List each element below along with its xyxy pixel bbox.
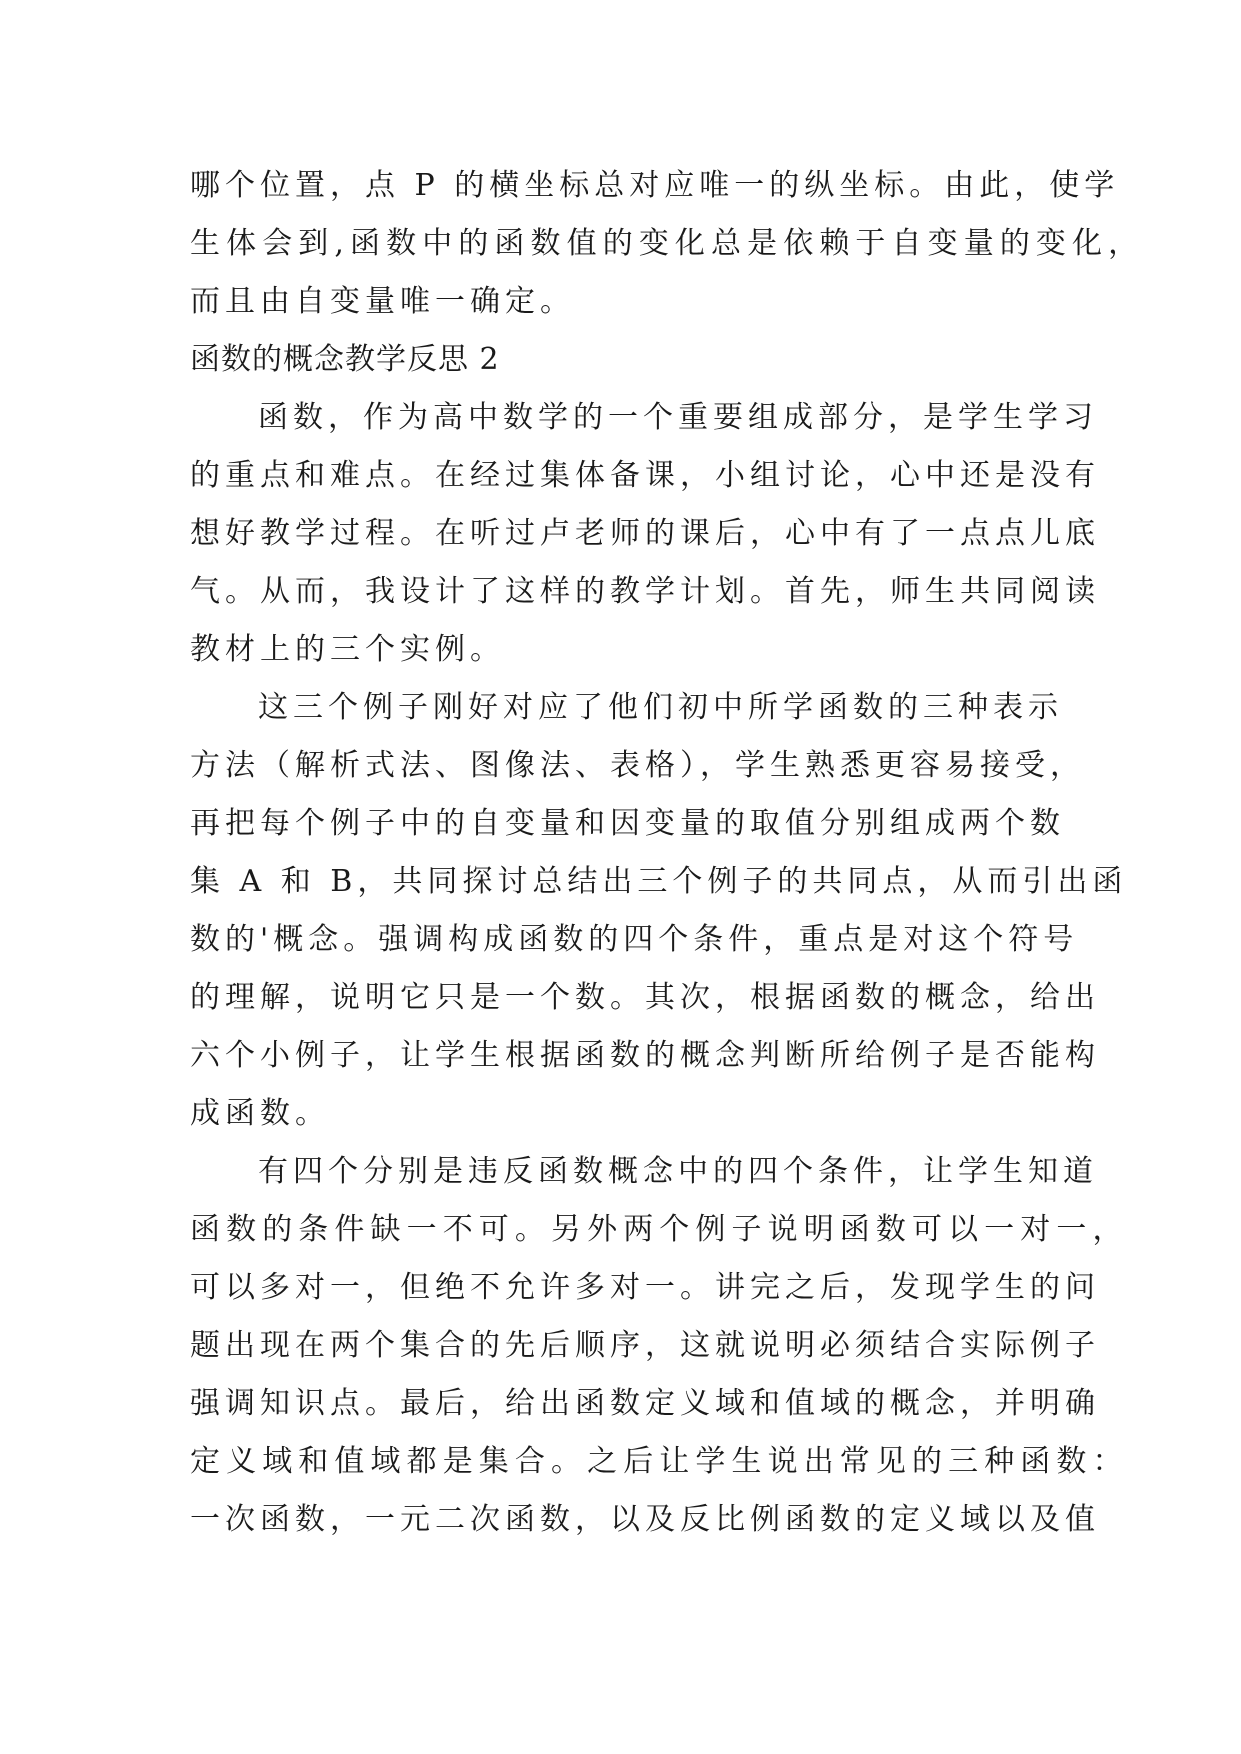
text-line: 定义域和值域都是集合。之后让学生说出常见的三种函数： [190,1444,1129,1479]
text-line: 教材上的三个实例。 [190,632,505,667]
paragraph-first-line: 有四个分别是违反函数概念中的四个条件，让学生知道 [258,1154,1098,1189]
paragraph-first-line: 这三个例子刚好对应了他们初中所学函数的三种表示 [258,690,1063,725]
text-line: 函数的条件缺一不可。另外两个例子说明函数可以一对一， [190,1212,1129,1247]
text-line: 而且由自变量唯一确定。 [190,284,575,319]
text-line: 哪个位置，点 P 的横坐标总对应唯一的纵坐标。由此，使学 [190,168,1120,203]
text-line: 气。从而，我设计了这样的教学计划。首先，师生共同阅读 [190,574,1100,609]
text-line: 生体会到,函数中的函数值的变化总是依赖于自变量的变化， [190,226,1145,261]
text-line: 集 A 和 B，共同探讨总结出三个例子的共同点，从而引出函 [190,864,1128,899]
text-line: 一次函数，一元二次函数，以及反比例函数的定义域以及值 [190,1502,1100,1537]
text-line: 方法（解析式法、图像法、表格），学生熟悉更容易接受， [190,748,1085,783]
text-line: 可以多对一，但绝不允许多对一。讲完之后，发现学生的问 [190,1270,1100,1305]
text-line: 的理解，说明它只是一个数。其次，根据函数的概念，给出 [190,980,1100,1015]
text-line: 的重点和难点。在经过集体备课，小组讨论，心中还是没有 [190,458,1100,493]
text-line: 再把每个例子中的自变量和因变量的取值分别组成两个数 [190,806,1065,841]
text-line: 六个小例子，让学生根据函数的概念判断所给例子是否能构 [190,1038,1100,1073]
text-line: 数的'概念。强调构成函数的四个条件，重点是对这个符号 [190,922,1079,957]
text-line: 想好教学过程。在听过卢老师的课后，心中有了一点点儿底 [190,516,1100,551]
text-line: 强调知识点。最后，给出函数定义域和值域的概念，并明确 [190,1386,1100,1421]
text-line: 题出现在两个集合的先后顺序，这就说明必须结合实际例子 [190,1328,1100,1363]
text-line: 成函数。 [190,1096,330,1131]
paragraph-first-line: 函数，作为高中数学的一个重要组成部分，是学生学习 [258,400,1098,435]
section-heading: 函数的概念教学反思 2 [190,342,500,377]
